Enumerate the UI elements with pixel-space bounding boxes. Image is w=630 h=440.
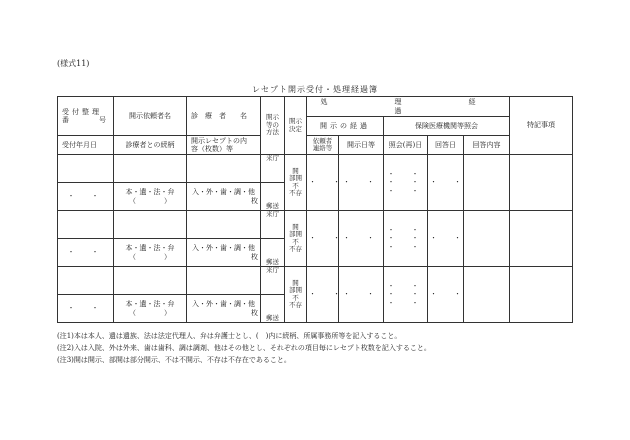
header-kaiji-kettei: 開示 決定 bbox=[285, 97, 307, 155]
record-kaiji-bi-cell[interactable]: ・ ・ bbox=[339, 155, 384, 211]
header-kaiji-houhou: 開示 等の 方法 bbox=[261, 97, 285, 155]
header-kaiji-bi: 開示日等 bbox=[339, 136, 384, 155]
record-decision-cell[interactable]: 開 部開 不 不存 bbox=[285, 211, 307, 267]
header-irai-sha-renraku: 依頼者 連絡等 bbox=[307, 136, 339, 155]
record-kaitou-bi-cell[interactable]: ・ ・ bbox=[428, 155, 464, 211]
record-relation-cell[interactable]: 本・遺・法・弁 （ ） bbox=[114, 295, 187, 323]
form-number-label: (様式11) bbox=[57, 59, 90, 68]
record-shoukai-cell[interactable]: ・ ・ ・ ・ ・ ・ bbox=[384, 211, 428, 267]
record-method-top[interactable]: 来庁 bbox=[261, 155, 285, 183]
record-tokki-cell[interactable] bbox=[510, 211, 573, 267]
record-kaitou-naiyou-cell[interactable] bbox=[464, 211, 510, 267]
record-date-cell[interactable]: ・ ・ bbox=[58, 239, 114, 267]
record-irai-sha-cell[interactable] bbox=[114, 267, 187, 295]
page-title: レセプト開示受付・処理経過簿 bbox=[252, 85, 378, 94]
record-shoukai-cell[interactable]: ・ ・ ・ ・ ・ ・ bbox=[384, 155, 428, 211]
record-bangou-cell[interactable] bbox=[58, 267, 114, 295]
record-shinryousha-cell[interactable] bbox=[187, 155, 261, 183]
record-irai-sha-cell[interactable] bbox=[114, 211, 187, 239]
header-shori-keika: 処 理 経 過 bbox=[307, 97, 510, 117]
record-date-cell[interactable]: ・ ・ bbox=[58, 295, 114, 323]
record-row bbox=[58, 211, 573, 239]
record-shinryousha-cell[interactable] bbox=[187, 211, 261, 239]
note-2: (注2)入は入院、外は外来、歯は歯科、調は調剤、他はその他とし、それぞれの項目毎にレセプト枚数を記入すること。 bbox=[57, 344, 431, 352]
record-relation-cell[interactable]: 本・遺・法・弁 （ ） bbox=[114, 239, 187, 267]
record-tokki-cell[interactable] bbox=[510, 155, 573, 211]
record-method-bottom[interactable]: 郵送 bbox=[261, 239, 285, 267]
header-hoken-iryou-kikan-shoukai: 保険医療機関等照会 bbox=[384, 117, 510, 136]
record-kaitou-naiyou-cell[interactable] bbox=[464, 155, 510, 211]
record-bangou-cell[interactable] bbox=[58, 211, 114, 239]
header-row-3 bbox=[58, 136, 573, 155]
record-row bbox=[58, 267, 573, 295]
notes-section bbox=[57, 330, 617, 366]
record-shinryousha-cell[interactable] bbox=[187, 267, 261, 295]
record-renraku-cell[interactable]: ・ ・ bbox=[307, 267, 339, 323]
note-1: (注1)本は本人、遺は遺族、法は法定代理人、弁は弁護士とし、( )内に続柄、所属事務所等を記入すること。 bbox=[57, 332, 402, 340]
record-kaitou-bi-cell[interactable]: ・ ・ bbox=[428, 267, 464, 323]
note-3: (注3)開は開示、部開は部分開示、不は不開示、不存は不存在であること。 bbox=[57, 356, 291, 364]
header-kaitou-bi: 回答日 bbox=[428, 136, 464, 155]
record-date-cell[interactable]: ・ ・ bbox=[58, 183, 114, 211]
header-row-1 bbox=[58, 97, 573, 117]
record-renraku-cell[interactable]: ・ ・ bbox=[307, 211, 339, 267]
record-renraku-cell[interactable]: ・ ・ bbox=[307, 155, 339, 211]
record-kaiji-bi-cell[interactable]: ・ ・ bbox=[339, 267, 384, 323]
record-kaiji-bi-cell[interactable]: ・ ・ bbox=[339, 211, 384, 267]
header-shinryousha-tono-zokugara: 診療者との続柄 bbox=[114, 136, 187, 155]
record-method-top[interactable]: 来庁 bbox=[261, 267, 285, 295]
record-row bbox=[58, 155, 573, 183]
header-shoukai-bi: 照会(再)日 bbox=[384, 136, 428, 155]
header-uketsuke-nengappi: 受付年月日 bbox=[58, 136, 114, 155]
record-receipt-cell[interactable]: 入・外・歯・調・他 枚 bbox=[187, 239, 261, 267]
record-method-bottom[interactable]: 郵送 bbox=[261, 183, 285, 211]
record-kaitou-bi-cell[interactable]: ・ ・ bbox=[428, 211, 464, 267]
record-decision-cell[interactable]: 開 部開 不 不存 bbox=[285, 155, 307, 211]
record-shoukai-cell[interactable]: ・ ・ ・ ・ ・ ・ bbox=[384, 267, 428, 323]
ledger-table bbox=[57, 96, 573, 323]
record-relation-cell[interactable]: 本・遺・法・弁 （ ） bbox=[114, 183, 187, 211]
record-receipt-cell[interactable]: 入・外・歯・調・他 枚 bbox=[187, 183, 261, 211]
header-kaitou-naiyou: 回答内容 bbox=[464, 136, 510, 155]
header-uketsuke-seiri-bangou: 受付整理 番 号 bbox=[58, 97, 114, 136]
header-kaiji-receipt-naiyou: 開示レセプトの内 容（枚数）等 bbox=[187, 136, 261, 155]
record-tokki-cell[interactable] bbox=[510, 267, 573, 323]
record-bangou-cell[interactable] bbox=[58, 155, 114, 183]
record-receipt-cell[interactable]: 入・外・歯・調・他 枚 bbox=[187, 295, 261, 323]
record-method-bottom[interactable]: 郵送 bbox=[261, 295, 285, 323]
header-shinryousha: 診 療 者 名 bbox=[187, 97, 261, 136]
header-kaiji-no-keika: 開示の経過 bbox=[307, 117, 384, 136]
record-method-top[interactable]: 来庁 bbox=[261, 211, 285, 239]
header-kaiji-irai-sha: 開示依頼者名 bbox=[114, 97, 187, 136]
record-irai-sha-cell[interactable] bbox=[114, 155, 187, 183]
record-kaitou-naiyou-cell[interactable] bbox=[464, 267, 510, 323]
record-decision-cell[interactable]: 開 部開 不 不存 bbox=[285, 267, 307, 323]
header-tokki-jikou: 特記事項 bbox=[510, 97, 573, 155]
